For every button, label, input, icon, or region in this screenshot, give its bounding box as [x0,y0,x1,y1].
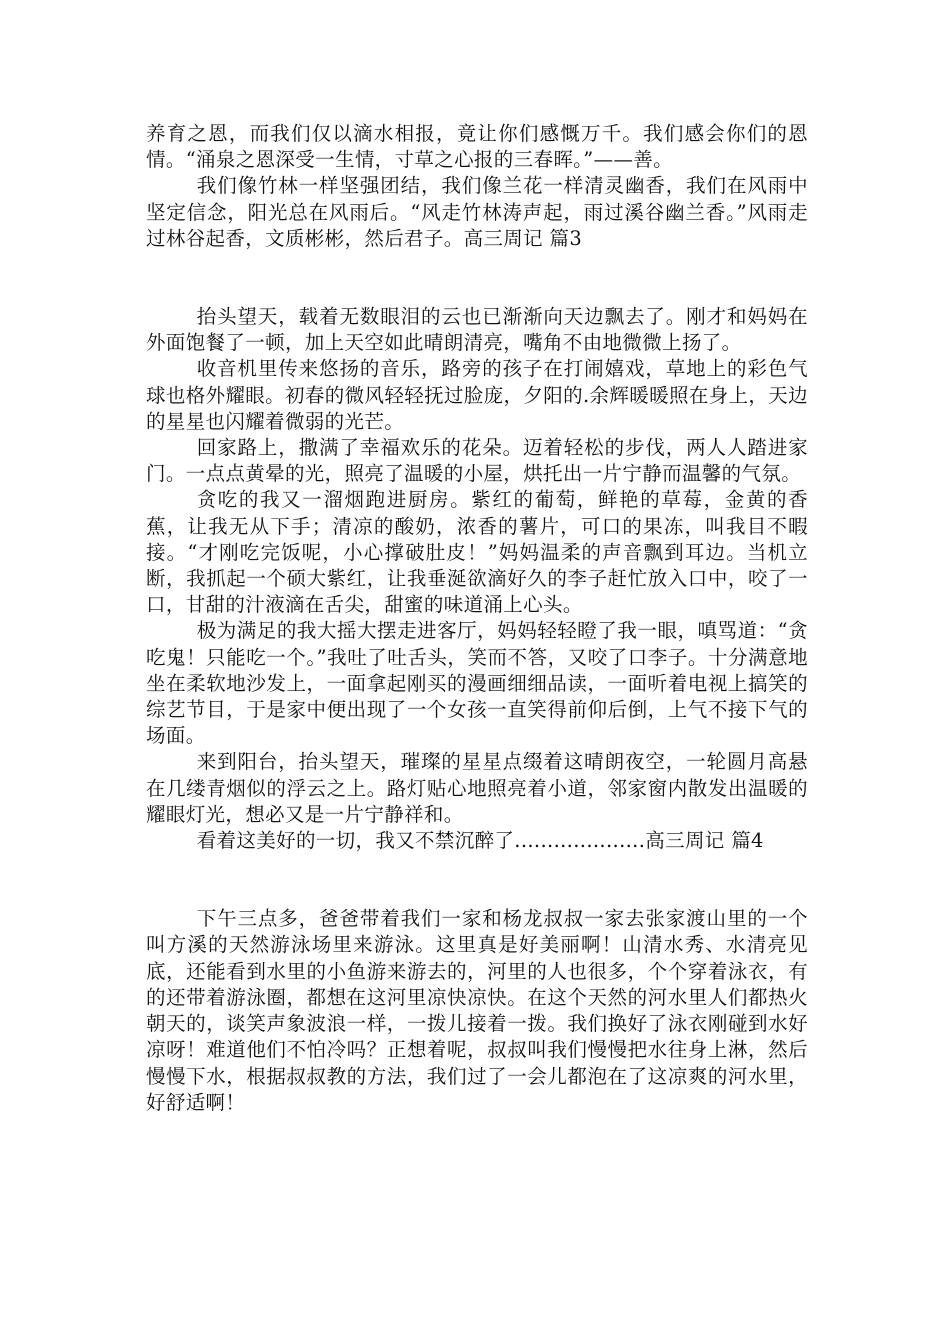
section-gap [146,854,808,906]
paragraph-7: 极为满足的我大摇大摆走进客厅，妈妈轻轻瞪了我一眼，嗔骂道：“贪吃鬼！只能吃一个。”我吐了吐舌头，笑而不答，又咬了口李子。十分满意地坐在柔软地沙发上，一面拿起刚买的漫画细细品读，一面听着电视上搞笑的综艺节目，于是家中便出现了一个女孩一直笑得前仰后倒，上气不接下气的场面。 [146,619,808,748]
section-gap [146,252,808,304]
paragraph-1: 养育之恩，而我们仅以滴水相报，竟让你们感慨万千。我们感会你们的恩情。“涌泉之恩深受一生情，寸草之心报的三春晖。”——善。 [146,122,808,172]
paragraph-9: 看着这美好的一切，我又不禁沉醉了....................高三周记 篇4 [196,829,764,853]
document-page [146,121,808,1116]
paragraph-10: 下午三点多，爸爸带着我们一家和杨龙叔叔一家去张家渡山里的一个叫方溪的天然游泳场里来游泳。这里真是好美丽啊！山清水秀、水清亮见底，还能看到水里的小鱼游来游去的，河里的人也很多，个个穿着泳衣，有的还带着游泳圈，都想在这河里凉快凉快。在这个天然的河水里人们都热火朝天的，谈笑声象波浪一样，一拨儿接着一拨。我们换好了泳衣刚碰到水好凉呀！难道他们不怕冷吗？正想着呢，叔叔叫我们慢慢把水往身上淋，然后慢慢下水，根据叔叔教的方法，我们过了一会儿都泡在了这凉爽的河水里，好舒适啊！ [146,907,808,1114]
paragraph-8: 来到阳台，抬头望天，璀璨的星星点缀着这晴朗夜空，一轮圆月高悬在几缕青烟似的浮云之上。路灯贴心地照亮着小道，邻家窗内散发出温暖的耀眼灯光，想必又是一片宁静祥和。 [146,750,808,826]
paragraph-2: 我们像竹林一样坚强团结，我们像兰花一样清灵幽香，我们在风雨中坚定信念，阳光总在风雨后。“风走竹林涛声起，雨过溪谷幽兰香。”风雨走过林谷起香，文质彬彬，然后君子。高三周记 篇3 [146,174,808,250]
paragraph-5: 回家路上，撒满了幸福欢乐的花朵。迈着轻松的步伐，两人人踏进家门。一点点黄晕的光，照亮了温暖的小屋，烘托出一片宁静而温馨的气氛。 [146,436,808,486]
paragraph-6: 贪吃的我又一溜烟跑进厨房。紫红的葡萄，鲜艳的草莓，金黄的香蕉，让我无从下手；清凉的酸奶，浓香的薯片，可口的果冻，叫我目不暇接。“才刚吃完饭呢，小心撑破肚皮！”妈妈温柔的声音飘到耳边。当机立断，我抓起一个硕大紫红，让我垂涎欲滴好久的李子赶忙放入口中，咬了一口，甘甜的汁液滴在舌尖，甜蜜的味道涌上心头。 [146,488,808,617]
paragraph-3: 抬头望天，载着无数眼泪的云也已渐渐向天边飘去了。刚才和妈妈在外面饱餐了一顿，加上天空如此晴朗清亮，嘴角不由地微微上扬了。 [146,305,808,355]
paragraph-4: 收音机里传来悠扬的音乐，路旁的孩子在打闹嬉戏，草地上的彩色气球也格外耀眼。初春的微风轻轻抚过脸庞，夕阳的.余辉暖暖照在身上，天边的星星也闪耀着微弱的光芒。 [146,357,808,433]
